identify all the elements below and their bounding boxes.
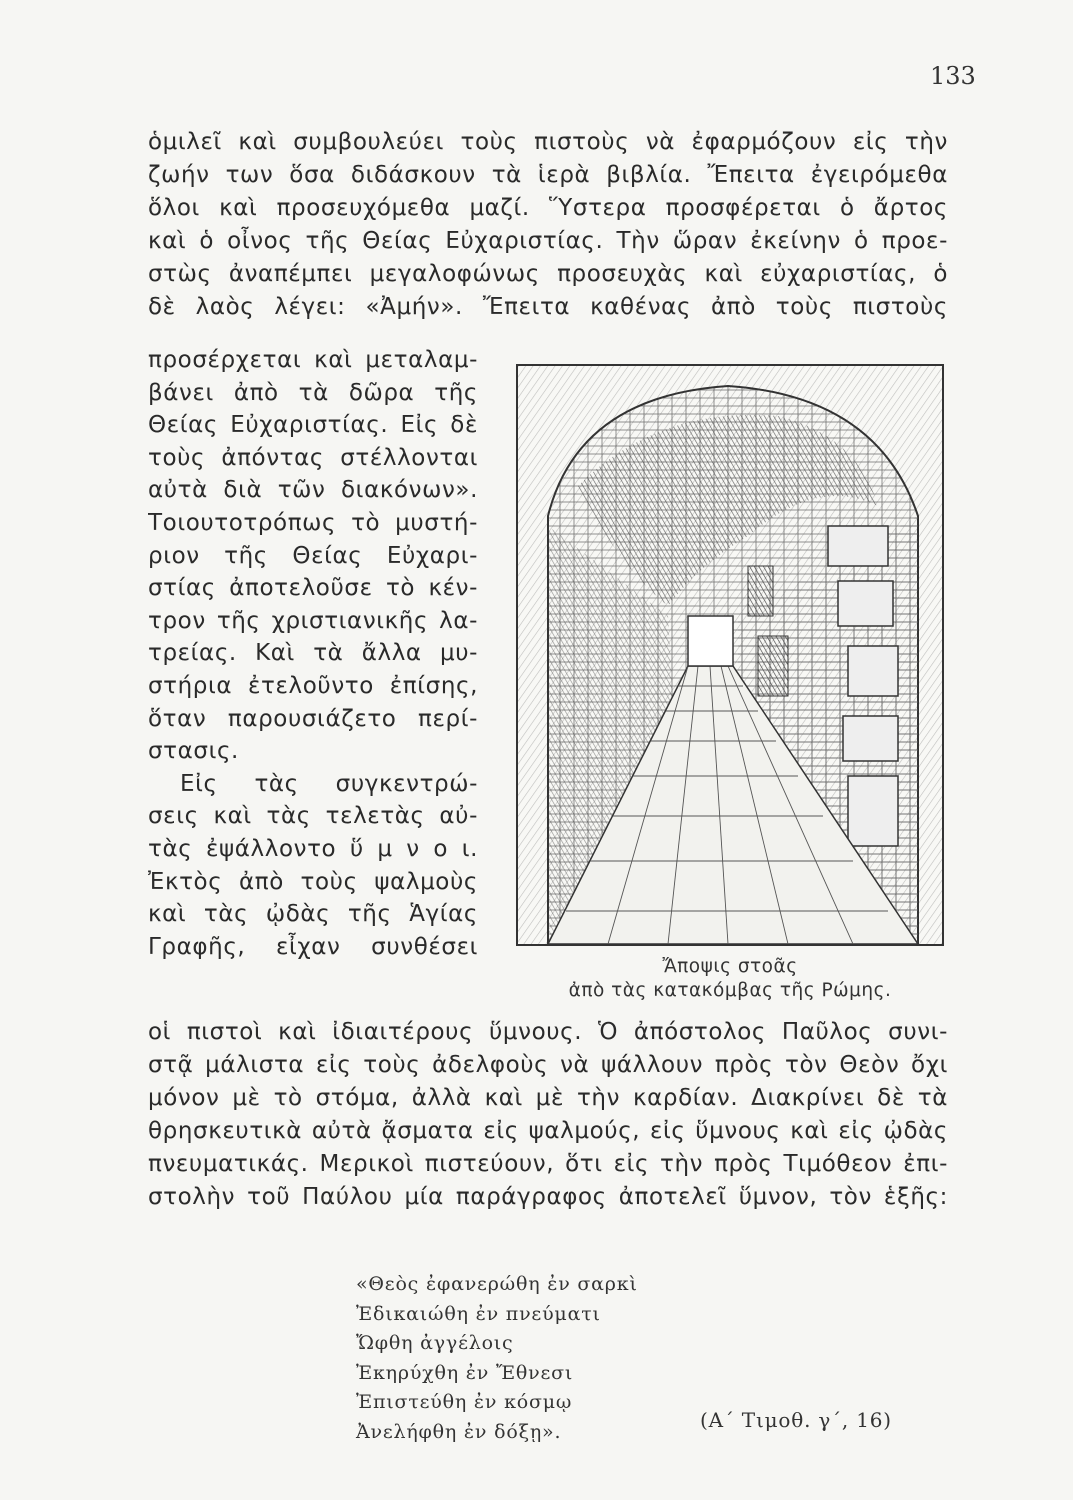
text-line: στᾷ μάλιστα εἰς τοὺς ἀδελφοὺς νὰ ψάλλουν πρὸς τὸν Θεὸν ὄχι [148, 1052, 948, 1078]
text-line: ριον τῆς Θείας Εὐχαρι- [148, 542, 478, 569]
paragraph-bottom [148, 1016, 948, 1214]
text-line: καὶ ὁ οἶνος τῆς Θείας Εὐχαριστίας. Τὴν ὥραν ἐκείνην ὁ προε- [148, 228, 948, 254]
text-line: προσέρχεται καὶ μεταλαμ- [148, 347, 478, 373]
catacomb-corridor-drawing [518, 366, 942, 944]
text-line: Γραφῆς, εἶχαν συνθέσει [148, 933, 478, 960]
text-line: τρείας. Καὶ τὰ ἄλλα μυ- [148, 640, 478, 667]
text-line: πνευματικάς. Μερικοὶ πιστεύουν, ὅτι εἰς τὴν πρὸς Τιμόθεον ἐπι- [148, 1151, 948, 1177]
hymn-line: Ἀνελήφθη ἐν δόξῃ». [356, 1420, 562, 1443]
catacomb-illustration [516, 364, 944, 946]
text-line: δὲ λαὸς λέγει: «Ἀμήν». Ἔπειτα καθένας ἀπὸ τοὺς πιστοὺς [148, 294, 948, 320]
text-line: στήρια ἐτελοῦντο ἐπίσης, [148, 672, 478, 699]
text-line: Τοιουτοτρόπως τὸ μυστή- [148, 509, 478, 536]
hymn-line: Ὤφθη ἀγγέλοις [356, 1332, 514, 1355]
text-line: Ἐκτὸς ἀπὸ τοὺς ψαλμοὺς [148, 868, 478, 895]
paragraph-top [148, 126, 948, 324]
text-line: ὅταν παρουσιάζετο περί- [148, 705, 478, 732]
text-line: τρον τῆς χριστιανικῆς λα- [148, 607, 478, 634]
text-line: οἱ πιστοὶ καὶ ἰδιαιτέρους ὕμνους. Ὁ ἀπόστολος Παῦλος συνι- [148, 1019, 948, 1045]
text-line: ζωήν των ὅσα διδάσκουν τὰ ἱερὰ βιβλία. Ἔπειτα ἐγειρόμεθα [148, 162, 948, 188]
text-line: στίας ἀποτελοῦσε τὸ κέν- [148, 575, 478, 602]
text-line: τοὺς ἀπόντας στέλλονται [148, 444, 478, 471]
text-line: βάνει ἀπὸ τὰ δῶρα τῆς [148, 379, 478, 406]
text-line: ὁμιλεῖ καὶ συμβουλεύει τοὺς πιστοὺς νὰ ἐφαρμόζουν εἰς τὴν [148, 129, 948, 155]
text-line: Εἰς τὰς συγκεντρώ- [180, 770, 478, 797]
text-line: μόνον μὲ τὸ στόμα, ἀλλὰ καὶ μὲ τὴν καρδίαν. Διακρίνει δὲ τὰ [148, 1085, 948, 1111]
text-line: θρησκευτικὰ αὐτὰ ᾄσματα εἰς ψαλμούς, εἰς ὕμνους καὶ εἰς ᾠδὰς [148, 1118, 948, 1144]
figure-caption-line-2: ἀπὸ τὰς κατακόμβας τῆς Ρώμης. [568, 980, 892, 1001]
scripture-citation: (Α΄ Τιμοθ. γ΄, 16) [700, 1408, 892, 1432]
hymn-line: Ἐπιστεύθη ἐν κόσμῳ [356, 1391, 573, 1414]
text-line: αὐτὰ διὰ τῶν διακόνων». [148, 477, 478, 504]
text-line: στολὴν τοῦ Παύλου μία παράγραφος ἀποτελεῖ ὕμνον, τὸν ἑξῆς: [148, 1184, 948, 1210]
text-line: ὅλοι καὶ προσευχόμεθα μαζί. Ὕστερα προσφέρεται ὁ ἄρτος [148, 195, 948, 221]
hymn-quote [356, 1270, 638, 1448]
hymn-line: Ἐκηρύχθη ἐν Ἔθνεσι [356, 1361, 574, 1384]
text-line: τὰς ἐψάλλοντο ὕ μ ν ο ι. [148, 835, 478, 862]
text-line: στασις. [148, 738, 239, 765]
text-line: Θείας Εὐχαριστίας. Εἰς δὲ [148, 412, 478, 439]
hymn-line: «Θεὸς ἐφανερώθη ἐν σαρκὶ [356, 1273, 638, 1295]
hymn-line: Ἐδικαιώθη ἐν πνεύματι [356, 1302, 601, 1325]
figure-caption-line-1: Ἄποψις στοᾶς [662, 956, 798, 977]
text-line: καὶ τὰς ᾠδὰς τῆς Ἁγίας [148, 901, 478, 928]
page-number: 133 [930, 62, 976, 90]
text-line: σεις καὶ τὰς τελετὰς αὐ- [148, 803, 478, 830]
paragraph-narrow-column [148, 344, 478, 963]
text-line: στὼς ἀναπέμπει μεγαλοφώνως προσευχὰς καὶ εὐχαριστίας, ὁ [148, 261, 948, 287]
